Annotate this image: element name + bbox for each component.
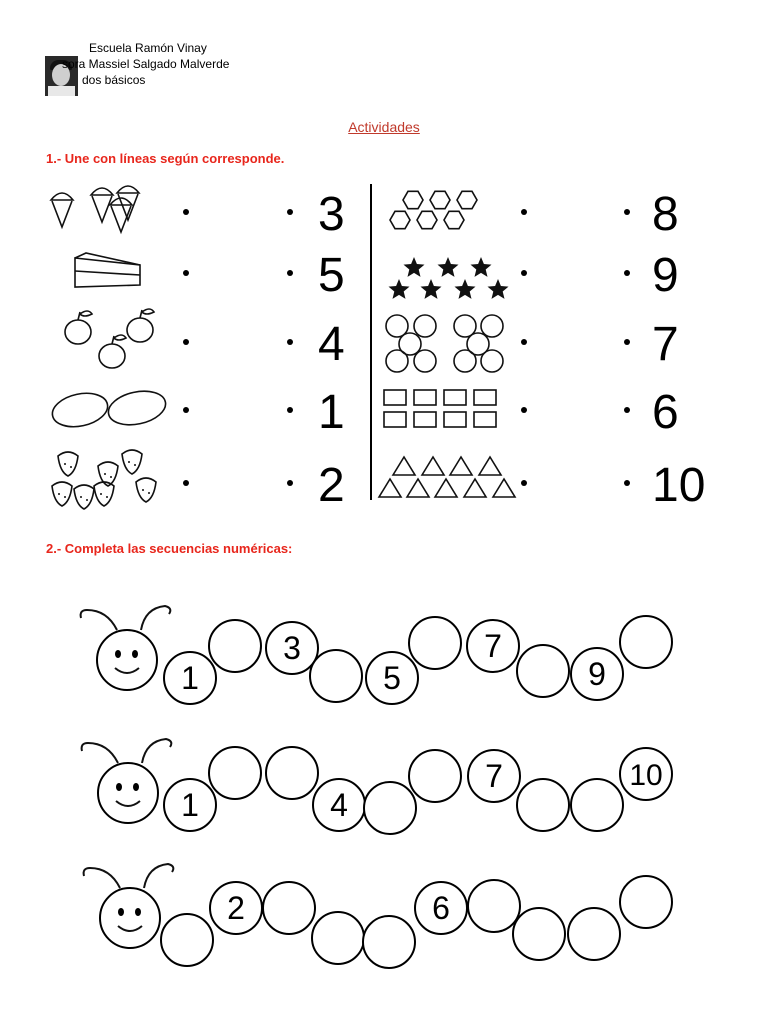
dot [183,209,189,215]
antenna [141,606,170,630]
teacher-name: sora Massiel Salgado Malverde [62,57,230,71]
sequence-number: 4 [330,787,348,823]
circles-picture [386,315,503,372]
sequence-number: 2 [227,890,245,926]
right-number: 8 [652,188,679,241]
triangles-picture [379,457,515,497]
apples-picture [65,309,154,368]
sequence-number: 3 [283,630,301,666]
dot [183,480,189,486]
caterpillar-3 [84,864,672,968]
body-circle [620,876,672,928]
eye [116,783,122,791]
caterpillar-head [100,888,160,948]
right-number: 10 [652,459,706,512]
eye [133,783,139,791]
caterpillar-1 [81,606,672,704]
dot [624,270,630,276]
sequence-number: 9 [588,656,606,692]
body-circle [517,645,569,697]
body-circle [266,747,318,799]
lemons-picture [49,386,168,431]
sequence-number: 10 [629,759,663,792]
body-circle [364,782,416,834]
dot [183,339,189,345]
antenna [81,610,117,630]
body-circle [468,880,520,932]
body-circle [161,914,213,966]
right-number: 6 [652,386,679,439]
body-circle [409,617,461,669]
dot [624,209,630,215]
page-title: Actividades [348,119,420,135]
dot [287,270,293,276]
dot [183,270,189,276]
sequence-number: 1 [181,660,199,696]
body-circle [409,750,461,802]
body-circle [568,908,620,960]
body-circle [517,779,569,831]
dot [624,407,630,413]
left-number: 3 [318,188,345,241]
sequence-number: 1 [181,787,199,823]
body-circle [620,616,672,668]
eye [118,908,124,916]
ice-creams-picture [51,186,139,232]
antenna [84,868,120,888]
dot [624,339,630,345]
eye [135,908,141,916]
caterpillar-2 [82,739,672,834]
question-2-label: 2.- Completa las secuencias numéricas: [46,541,293,556]
cake-slice-picture [75,253,140,287]
dot [287,209,293,215]
body-circle [263,882,315,934]
caterpillar-head [98,763,158,823]
sequence-number: 7 [485,758,503,794]
left-number: 4 [318,318,345,371]
dot [183,407,189,413]
dot [521,480,527,486]
dot [287,339,293,345]
left-number: 2 [318,459,345,512]
left-number: 1 [318,386,345,439]
strawberries-picture [52,450,156,509]
stars-picture [389,257,509,299]
caterpillar-head [97,630,157,690]
school-name: Escuela Ramón Vinay [89,41,207,55]
squares-picture [384,390,496,427]
sequence-number: 7 [484,628,502,664]
sequence-number: 5 [383,660,401,696]
dot [521,339,527,345]
left-number: 5 [318,249,345,302]
antenna [82,743,118,763]
body-circle [513,908,565,960]
body-circle [310,650,362,702]
dot [287,407,293,413]
question-1-label: 1.- Une con líneas según corresponde. [46,151,285,166]
dot [624,480,630,486]
body-circle [209,620,261,672]
antenna [144,864,173,888]
dot [521,270,527,276]
grade-label: dos básicos [82,73,146,87]
dot [287,480,293,486]
body-circle [363,916,415,968]
body-circle [571,779,623,831]
right-number: 7 [652,318,679,371]
body-circle [312,912,364,964]
dot [521,407,527,413]
sequence-number: 6 [432,890,450,926]
right-number: 9 [652,249,679,302]
eye [132,650,138,658]
hexagons-picture [390,191,477,228]
antenna [142,739,171,763]
dot [521,209,527,215]
body-circle [209,747,261,799]
eye [115,650,121,658]
